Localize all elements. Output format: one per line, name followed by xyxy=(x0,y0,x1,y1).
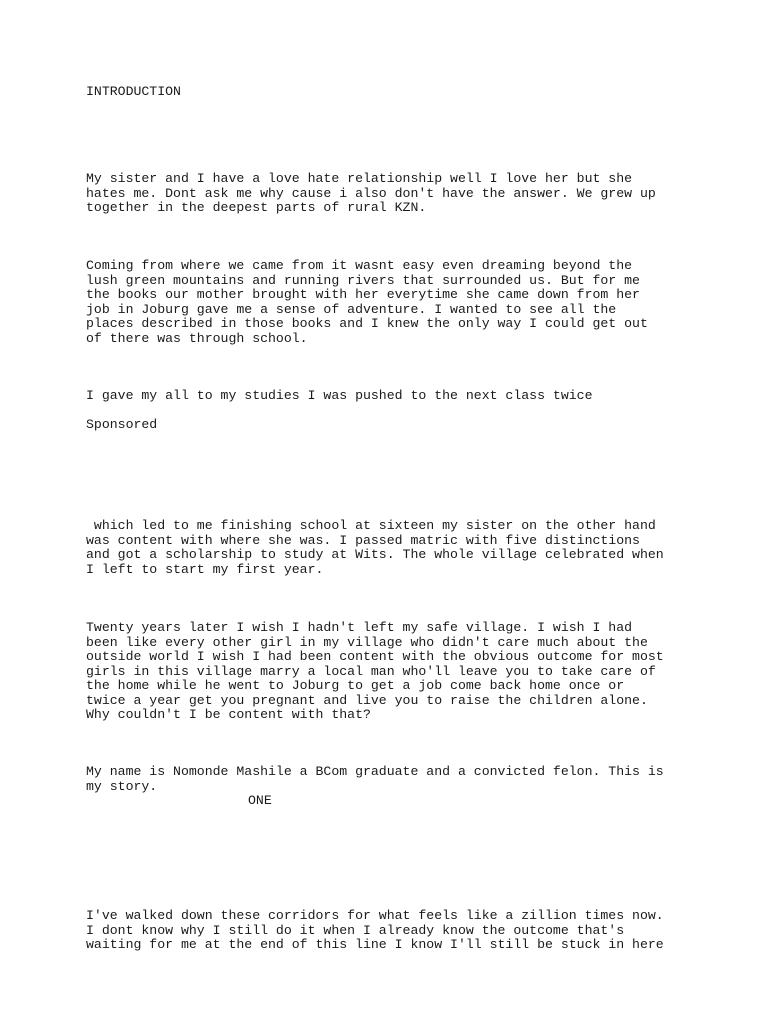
paragraph-corridors: I've walked down these corridors for what feels like a zillion times now. I dont know why I still do it when I already know the outcome that's waiting for me at the end of this line I know I'll still be stuck in here xyxy=(86,908,664,952)
paragraph-regret: Twenty years later I wish I hadn't left my safe village. I wish I had been like every other girl in my village who didn't care much about the outside world I wish I had been content with the obvious outcome for most girls in this village marry a local man who'll leave you to take care of the home while he went to Joburg to get a job come back home once or twice a year get you pregnant and live you to raise the children alone. Why couldn't I be content with that? xyxy=(86,620,664,722)
sponsored-label: Sponsored xyxy=(86,417,158,432)
paragraph-studies: I gave my all to my studies I was pushed to the next class twice xyxy=(86,388,593,403)
paragraph-scholarship: which led to me finishing school at sixteen my sister on the other hand was content with where she was. I passed matric with five distinctions and got a scholarship to study at Wits. The whole village celebrated when I left to start my first year. xyxy=(86,518,664,577)
paragraph-name: My name is Nomonde Mashile a BCom graduate and a convicted felon. This is my story. xyxy=(86,764,664,794)
chapter-heading: ONE xyxy=(248,793,272,808)
section-title: INTRODUCTION xyxy=(86,84,181,99)
paragraph-intro: My sister and I have a love hate relationship well I love her but she hates me. Dont ask me why cause i also don't have the answer. We grew up together in the deepest parts of rural KZN. xyxy=(86,171,656,215)
paragraph-dreams: Coming from where we came from it wasnt easy even dreaming beyond the lush green mountains and running rivers that surrounded us. But for me the books our mother brought with her everytime she came down from her job in Joburg gave me a sense of adventure. I wanted to see all the places described in those books and I knew the only way I could get out of there was through school. xyxy=(86,258,648,346)
